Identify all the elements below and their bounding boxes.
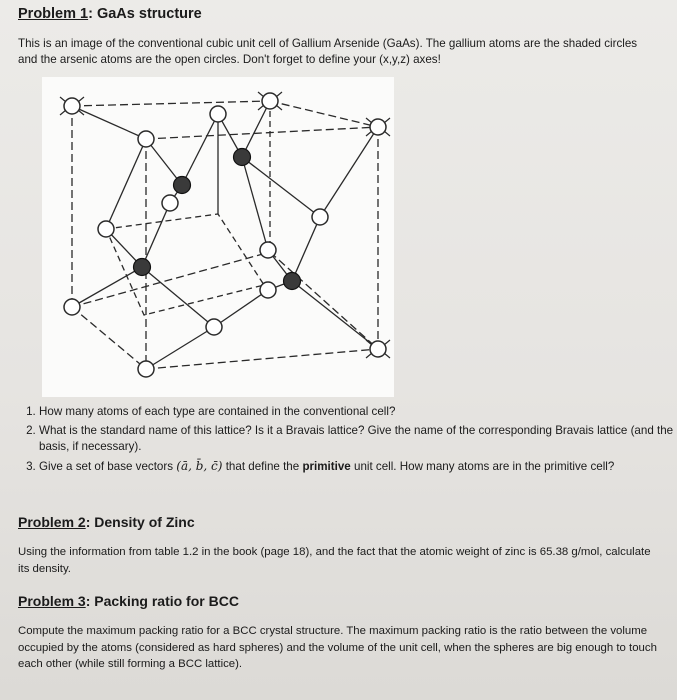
arsenic-atom xyxy=(260,282,276,298)
problem2-title: : Density of Zinc xyxy=(85,514,195,530)
q3-pre: Give a set of base vectors xyxy=(39,459,174,473)
problem2-heading xyxy=(18,514,195,530)
arsenic-atom xyxy=(260,242,276,258)
arsenic-atom xyxy=(370,119,386,135)
arsenic-atom xyxy=(210,106,226,122)
arsenic-atom xyxy=(370,341,386,357)
arsenic-atom xyxy=(262,93,278,109)
bond xyxy=(142,267,214,327)
arsenic-atom xyxy=(98,221,114,237)
bond xyxy=(146,327,214,369)
gaas-unit-cell-figure xyxy=(42,77,394,397)
arsenic-atom xyxy=(138,131,154,147)
cube-edge xyxy=(72,252,270,307)
unit-cell-diagram xyxy=(42,77,394,397)
cube-edge xyxy=(146,349,378,369)
cube-edge xyxy=(270,252,378,349)
gallium-atom xyxy=(284,273,301,290)
gallium-atom xyxy=(134,259,151,276)
q3-post: unit cell. How many atoms are in the primitive cell? xyxy=(354,459,615,473)
bond xyxy=(292,281,378,349)
bond xyxy=(320,127,378,217)
problem3-heading xyxy=(18,593,239,609)
problem1-questions xyxy=(19,404,677,477)
question-2: 2. What is the standard name of this lattice? Is it a Bravais lattice? Give the name of the corresponding Bravais lattice (and the basis, if necessary). xyxy=(39,423,677,456)
problem2-text: Using the information from table 1.2 in the book (page 18), and the fact that the atomic weight of zinc is 65.38 g/mol, calculate its density. xyxy=(18,546,651,575)
problem1-intro: This is an image of the conventional cubic unit cell of Gallium Arsenide (GaAs). The gallium atoms are the shaded circles and the arsenic atoms are the open circles. Don't forget to define your (x,y,z) axes! xyxy=(18,37,638,66)
face-line xyxy=(106,139,146,229)
gallium-atom xyxy=(234,149,251,166)
arsenic-atom xyxy=(138,361,154,377)
problem1-title: : GaAs structure xyxy=(88,6,202,22)
bond xyxy=(242,157,268,250)
arsenic-atom xyxy=(312,209,328,225)
problem1-heading xyxy=(18,6,202,22)
bond xyxy=(242,157,320,217)
question-3 xyxy=(39,458,677,476)
arsenic-atom xyxy=(64,98,80,114)
cube-edge xyxy=(72,101,270,106)
q3-mid: that define the xyxy=(225,459,300,473)
problem3-label: Problem 3 xyxy=(18,593,86,609)
problem1-label: Problem 1 xyxy=(18,6,89,22)
arsenic-atom xyxy=(64,299,80,315)
problem3-title: : Packing ratio for BCC xyxy=(85,593,239,609)
problem3-text: Compute the maximum packing ratio for a BCC crystal structure. The maximum packing ratio is the ratio between the volume occupied by the atoms (considered as hard spheres) and the volume of the unit cell, when the spheres are big enough to touch each other (while still forming a BCC lattice). xyxy=(18,625,657,670)
bond xyxy=(182,114,218,185)
face-line xyxy=(106,214,264,315)
base-vectors-expression: (ā, b̄, c̄) xyxy=(176,458,223,473)
bond xyxy=(242,101,270,157)
question-1: 1. How many atoms of each type are contained in the conventional cell? xyxy=(39,404,677,421)
cube-edge xyxy=(270,101,378,127)
cube-edge xyxy=(146,127,378,139)
gallium-atom xyxy=(174,177,191,194)
cube-edge xyxy=(72,106,146,139)
bond xyxy=(292,217,320,281)
arsenic-atom xyxy=(162,195,178,211)
cube-edge xyxy=(72,307,146,369)
q3-bold: primitive xyxy=(302,459,351,473)
arsenic-atom xyxy=(206,319,222,335)
problem2-label: Problem 2 xyxy=(18,514,86,530)
